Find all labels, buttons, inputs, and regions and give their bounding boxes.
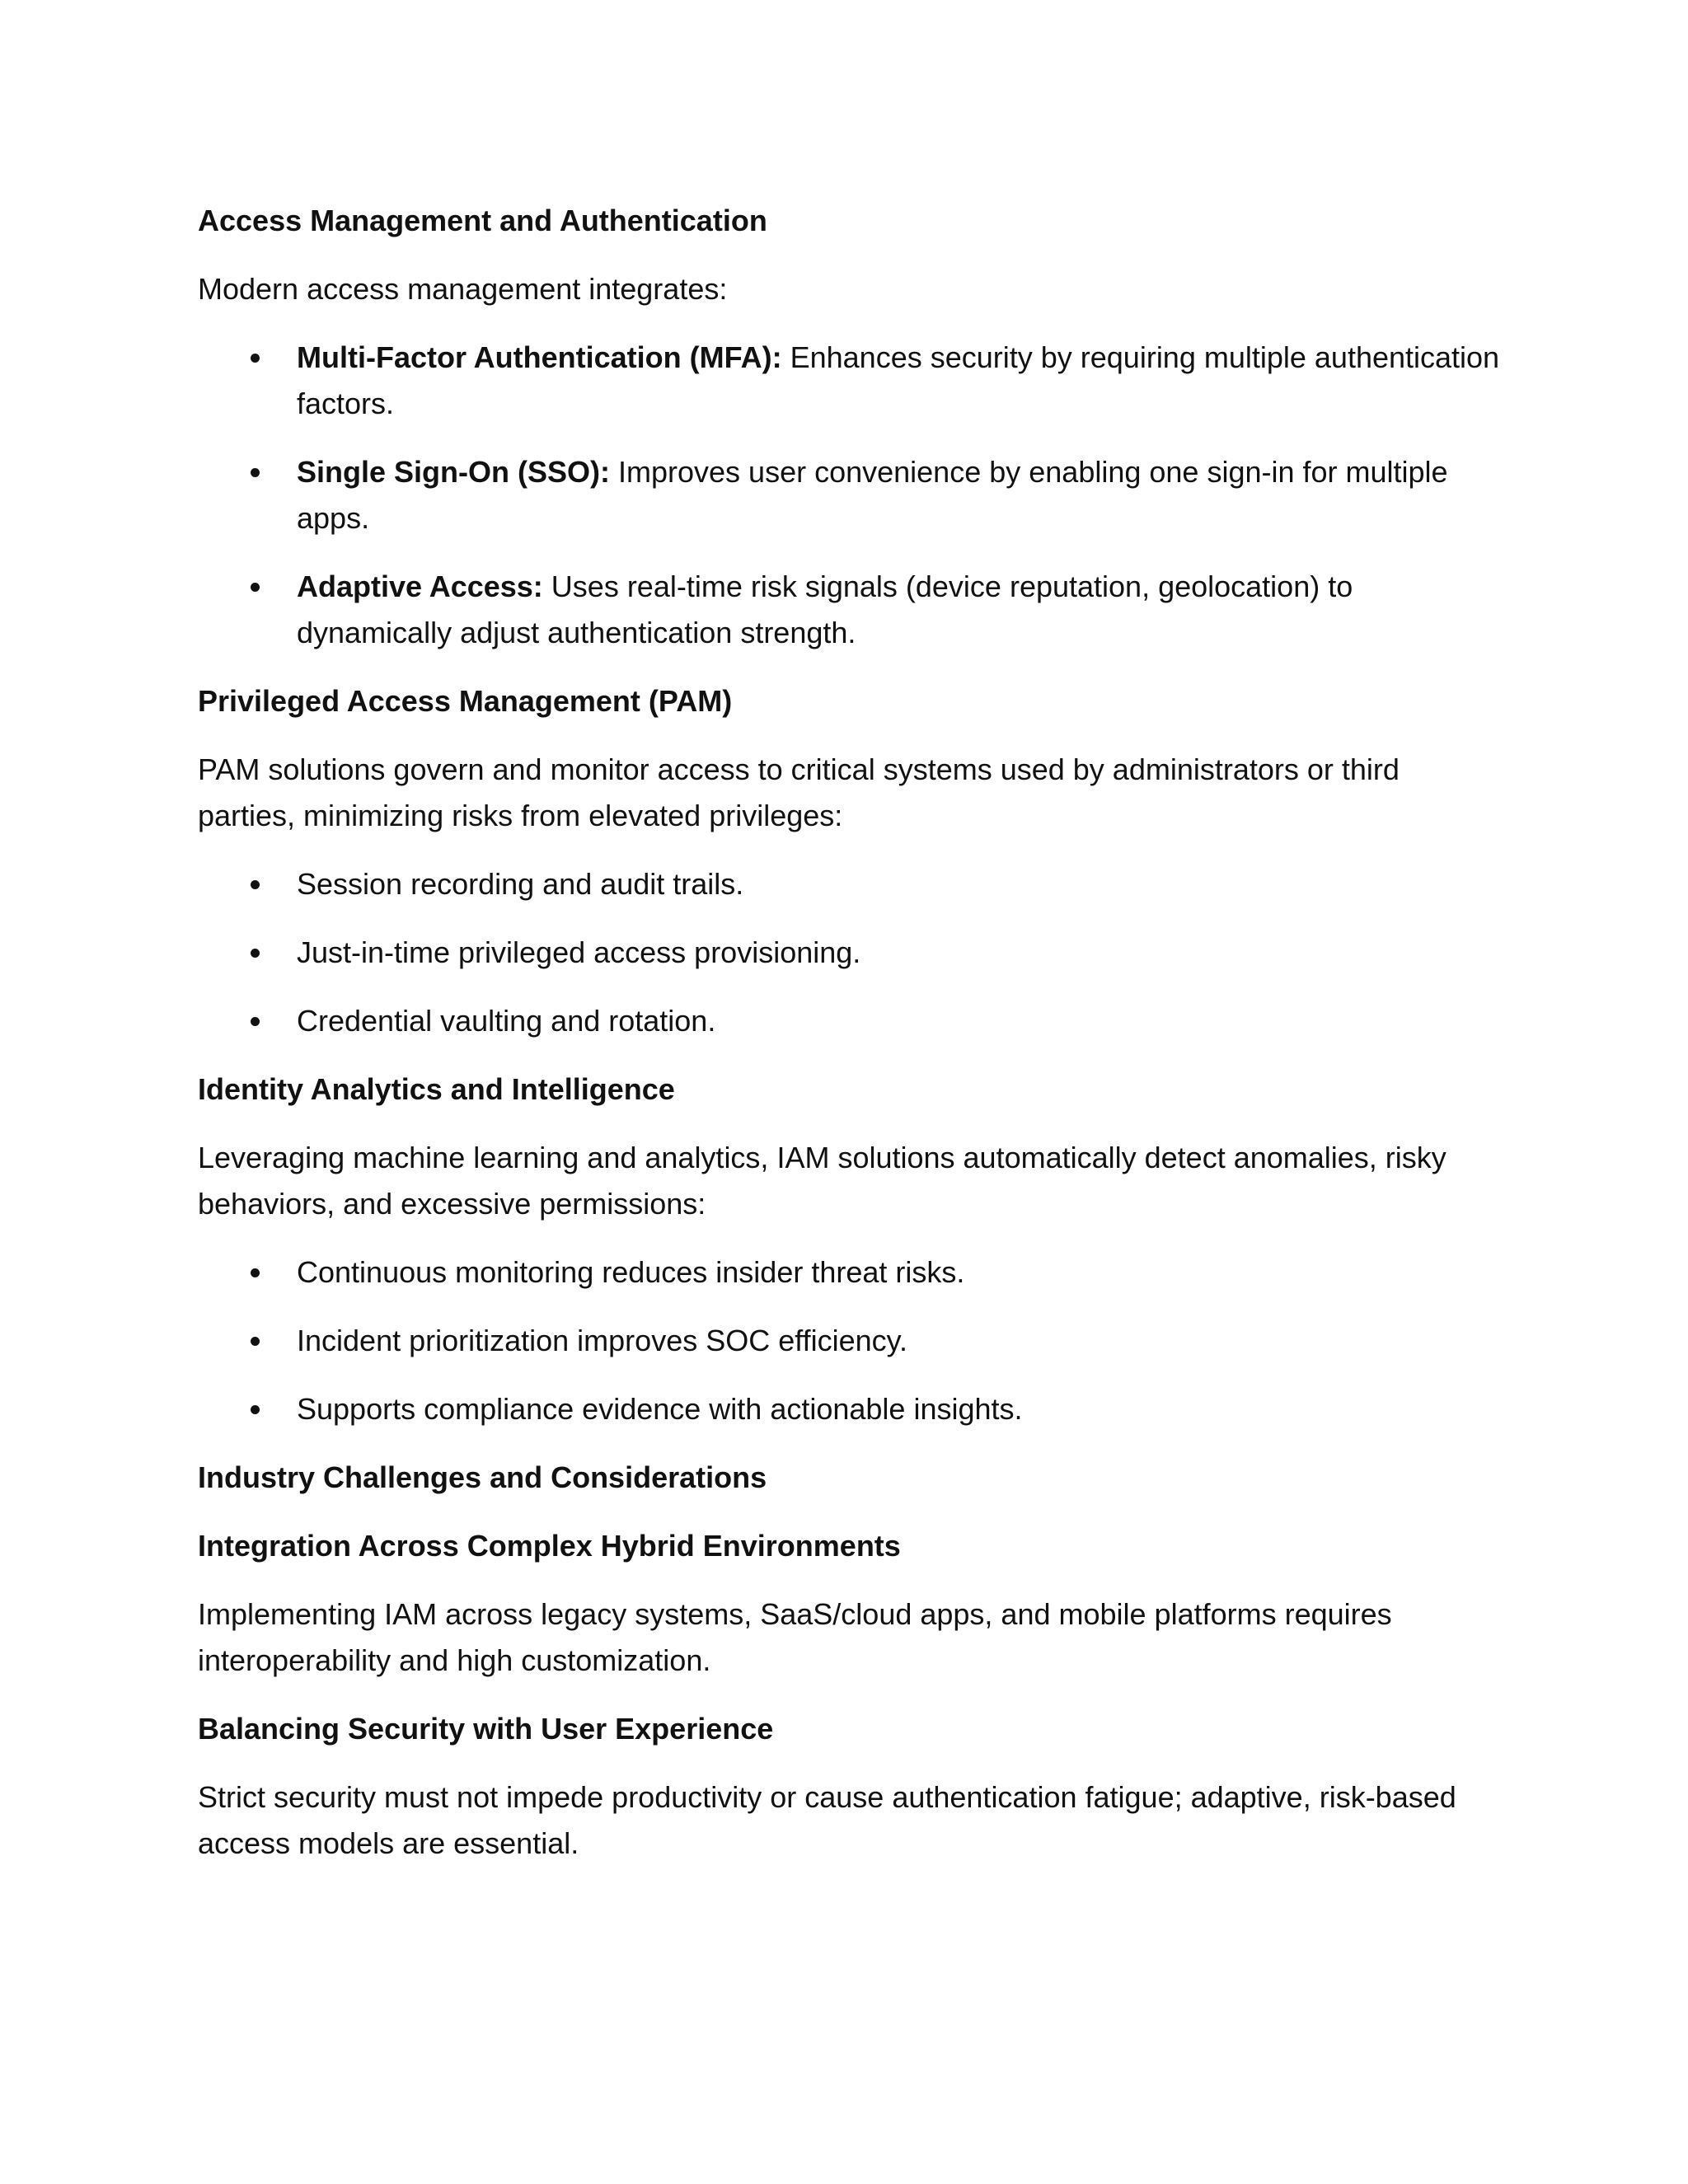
bullet-icon xyxy=(251,354,260,363)
list-item xyxy=(198,1386,1500,1432)
list-item-text: Supports compliance evidence with actionable insights. xyxy=(297,1392,1023,1426)
balancing-text: Strict security must not impede productivity or cause authentication fatigue; adaptive, risk-based access models are essential. xyxy=(198,1780,1456,1860)
section-heading-pam: Privileged Access Management (PAM) xyxy=(198,684,733,718)
list-item-text: Improves user convenience by enabling one sign-in for multiple apps. xyxy=(297,455,1448,535)
bullet-icon xyxy=(251,880,260,889)
analytics-list xyxy=(198,1249,1500,1432)
bullet-icon xyxy=(251,1405,260,1414)
list-item-term: Multi-Factor Authentication (MFA): xyxy=(297,340,782,374)
document-body xyxy=(198,198,1500,1889)
analytics-intro: Leveraging machine learning and analytics, IAM solutions automatically detect anomalies, risky behaviors, and excessive permissions: xyxy=(198,1141,1447,1221)
section-heading-balancing: Balancing Security with User Experience xyxy=(198,1712,774,1746)
bullet-icon xyxy=(251,583,260,592)
integration-text: Implementing IAM across legacy systems, SaaS/cloud apps, and mobile platforms requires interoperability and high customization. xyxy=(198,1597,1392,1677)
section-heading-analytics: Identity Analytics and Intelligence xyxy=(198,1072,675,1106)
section-heading-challenges: Industry Challenges and Considerations xyxy=(198,1460,767,1494)
access-intro: Modern access management integrates: xyxy=(198,272,728,306)
list-item-term: Single Sign-On (SSO): xyxy=(297,455,610,489)
list-item-term: Adaptive Access: xyxy=(297,569,543,603)
list-item-text: Uses real-time risk signals (device reputation, geolocation) to dynamically adjust authentication strength. xyxy=(297,569,1353,649)
list-item xyxy=(198,998,1500,1044)
list-item-text: Enhances security by requiring multiple authentication factors. xyxy=(297,340,1500,420)
bullet-icon xyxy=(251,468,260,477)
list-item-text: Just-in-time privileged access provisioning. xyxy=(297,935,861,969)
list-item xyxy=(198,861,1500,907)
list-item-text: Session recording and audit trails. xyxy=(297,867,744,901)
list-item xyxy=(198,335,1500,427)
list-item-text: Incident prioritization improves SOC efficiency. xyxy=(297,1324,907,1357)
access-list xyxy=(198,335,1500,656)
list-item xyxy=(198,1318,1500,1364)
pam-intro: PAM solutions govern and monitor access to critical systems used by administrators or third parties, minimizing risks from elevated privileges: xyxy=(198,752,1400,832)
list-item xyxy=(198,449,1500,541)
bullet-icon xyxy=(251,1337,260,1346)
bullet-icon xyxy=(251,1268,260,1277)
section-heading-access: Access Management and Authentication xyxy=(198,204,767,237)
list-item-text: Credential vaulting and rotation. xyxy=(297,1004,716,1038)
bullet-icon xyxy=(251,1017,260,1026)
list-item xyxy=(198,930,1500,976)
list-item xyxy=(198,564,1500,656)
bullet-icon xyxy=(251,949,260,958)
list-item xyxy=(198,1249,1500,1296)
section-heading-integration: Integration Across Complex Hybrid Environments xyxy=(198,1529,901,1563)
pam-list xyxy=(198,861,1500,1044)
list-item-text: Continuous monitoring reduces insider threat risks. xyxy=(297,1255,965,1289)
